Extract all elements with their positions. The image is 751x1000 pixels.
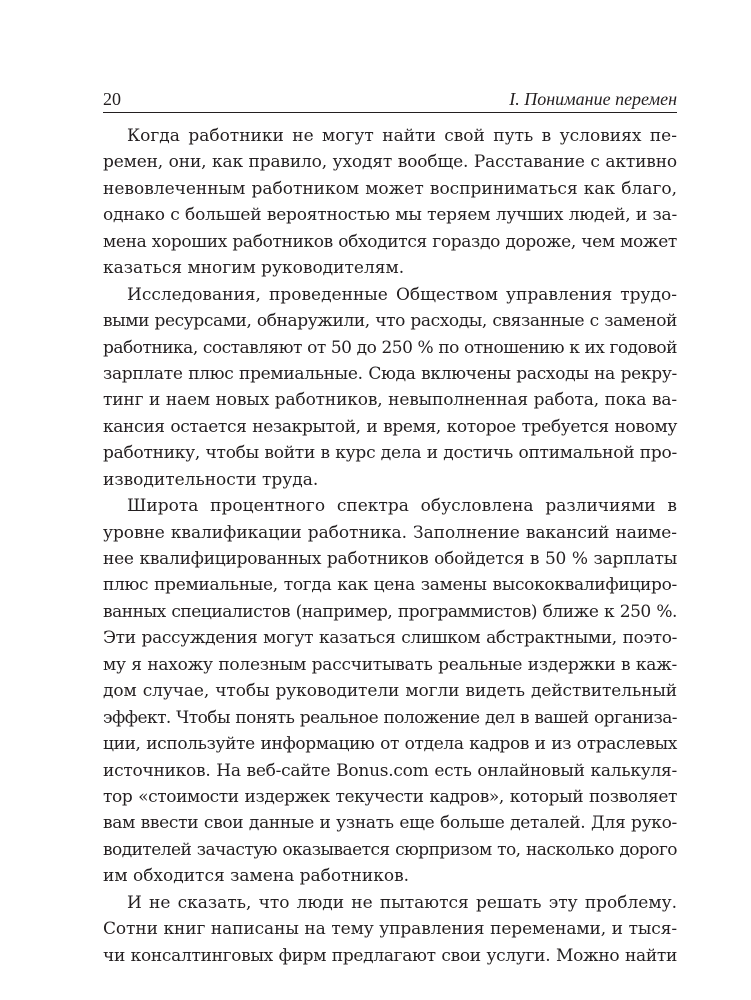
text-line: ции, используйте информацию от отдела кадров и из отраслевых xyxy=(103,734,677,755)
text-line: чи консалтинговых фирм предлагают свои услуги. Можно найти xyxy=(103,945,677,966)
text-line: нее квалифицированных работников обойдется в 50 % зарплаты xyxy=(103,549,677,569)
body-text xyxy=(103,123,677,969)
paragraph-3 xyxy=(103,493,677,890)
text-line: им обходится замена работников. xyxy=(103,866,410,887)
text-line: выми ресурсами, обнаружили, что расходы, связанные с заменой xyxy=(103,311,677,332)
text-line: Эти рассуждения могут казаться слишком абстрактными, поэто- xyxy=(103,628,677,649)
text-line: источников. На веб-сайте Bonus.com есть онлайновый калькуля- xyxy=(103,760,677,781)
text-line: кансия остается незакрытой, и время, которое требуется новому xyxy=(103,416,677,437)
text-line: И не сказать, что люди не пытаются решать эту проблему. xyxy=(127,892,677,913)
text-line: Когда работники не могут найти свой путь в условиях пе- xyxy=(127,126,677,146)
text-line: тинг и наем новых работников, невыполненная работа, пока ва- xyxy=(103,390,677,411)
text-line: мена хороших работников обходится гораздо дороже, чем может xyxy=(103,231,677,252)
text-line: тор «стоимости издержек текучести кадров», который позволяет xyxy=(103,786,677,807)
text-line: зарплате плюс премиальные. Сюда включены расходы на рекру- xyxy=(103,363,677,384)
paragraph-1 xyxy=(103,123,677,282)
text-line: изводительности труда. xyxy=(103,469,319,490)
text-line: водителей зачастую оказывается сюрпризом то, насколько дорого xyxy=(103,839,677,860)
text-line: Сотни книг написаны на тему управления переменами, и тыся- xyxy=(103,919,677,940)
page-header xyxy=(103,86,677,114)
paragraph-4 xyxy=(103,890,677,969)
text-line: уровне квалификации работника. Заполнение вакансий наиме- xyxy=(103,522,677,543)
header-rule xyxy=(103,112,677,113)
paragraph-2 xyxy=(103,282,677,494)
text-line: Исследования, проведенные Обществом управления трудо- xyxy=(127,284,677,305)
text-line: однако с большей вероятностью мы теряем лучших людей, и за- xyxy=(103,205,677,226)
page-number: 20 xyxy=(103,89,121,109)
running-head: I. Понимание перемен xyxy=(509,89,677,109)
text-line: ванных специалистов (например, программистов) ближе к 250 %. xyxy=(103,601,677,622)
text-line: му я нахожу полезным рассчитывать реальные издержки в каж- xyxy=(103,654,677,675)
text-line: работника, составляют от 50 до 250 % по отношению к их годовой xyxy=(103,337,677,358)
text-line: невовлеченным работником может восприниматься как благо, xyxy=(103,178,677,199)
text-line: ремен, они, как правило, уходят вообще. Расставание с активно xyxy=(103,152,677,173)
text-line: казаться многим руководителям. xyxy=(103,258,405,279)
text-line: Широта процентного спектра обусловлена различиями в xyxy=(127,496,677,517)
text-line: дом случае, чтобы руководители могли видеть действительный xyxy=(103,681,677,702)
text-line: эффект. Чтобы понять реальное положение дел в вашей организа- xyxy=(103,707,677,728)
text-line: работнику, чтобы войти в курс дела и достичь оптимальной про- xyxy=(103,443,677,464)
text-line: плюс премиальные, тогда как цена замены высококвалифициро- xyxy=(103,575,677,596)
text-line: вам ввести свои данные и узнать еще больше деталей. Для руко- xyxy=(103,813,677,834)
